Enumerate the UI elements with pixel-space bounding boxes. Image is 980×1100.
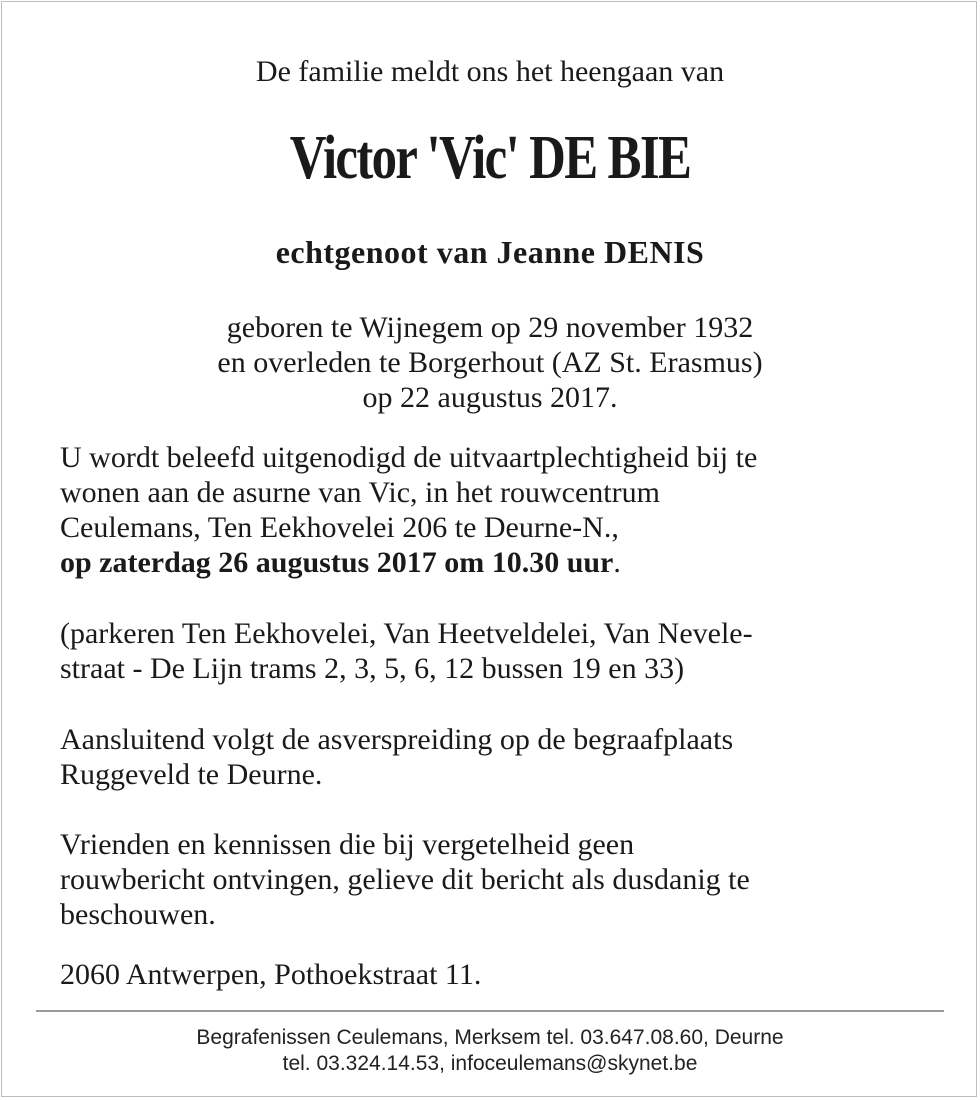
invitation-line: U wordt beleefd uitgenodigd de uitvaartplechtigheid bij te — [60, 441, 758, 474]
invitation-line: Ceulemans, Ten Eekhovelei 206 te Deurne-N., — [60, 511, 619, 544]
intro-text: De familie meldt ons het heengaan van — [255, 55, 725, 88]
friends-line: rouwbericht ontvingen, gelieve dit bericht als dusdanig te — [60, 863, 750, 896]
scattering-line: Aansluitend volgt de asverspreiding op de begraafplaats — [60, 723, 734, 756]
ceremony-datetime: op zaterdag 26 augustus 2017 om 10.30 uur — [60, 546, 614, 579]
death-date-line: op 22 augustus 2017. — [362, 381, 618, 414]
address-paragraph — [60, 957, 940, 992]
scattering-line: Ruggeveld te Deurne. — [60, 758, 323, 791]
ceremony-datetime-line — [60, 545, 940, 580]
death-line: en overleden te Borgerhout (AZ St. Erasmus) — [217, 346, 763, 379]
footer-line-1: Begrafenissen Ceulemans, Merksem tel. 03.647.08.60, Deurne — [196, 1026, 784, 1049]
dates-block — [0, 310, 980, 415]
family-address: 2060 Antwerpen, Pothoekstraat 11. — [60, 958, 482, 991]
invitation-paragraph — [60, 440, 940, 580]
friends-line: Vrienden en kennissen die bij vergetelheid geen — [60, 828, 635, 861]
ceremony-period: . — [613, 546, 621, 579]
invitation-line: wonen aan de asurne van Vic, in het rouwcentrum — [60, 476, 660, 509]
scattering-paragraph — [60, 722, 940, 792]
birth-line: geboren te Wijnegem op 29 november 1932 — [226, 311, 754, 344]
funeral-home-footer — [0, 1025, 980, 1077]
footer-divider — [36, 1010, 944, 1012]
parking-line: (parkeren Ten Eekhovelei, Van Heetveldelei, Van Nevele- — [60, 617, 753, 650]
parking-paragraph — [60, 616, 940, 686]
spouse-line: echtgenoot van Jeanne DENIS — [275, 234, 705, 270]
friends-paragraph — [60, 827, 940, 932]
parking-line: straat - De Lijn trams 2, 3, 5, 6, 12 bussen 19 en 33) — [60, 652, 685, 685]
footer-line-2: tel. 03.324.14.53, infoceulemans@skynet.be — [282, 1052, 698, 1075]
deceased-name: Victor 'Vic' DE BIE — [289, 124, 691, 192]
friends-line: beschouwen. — [60, 898, 216, 931]
